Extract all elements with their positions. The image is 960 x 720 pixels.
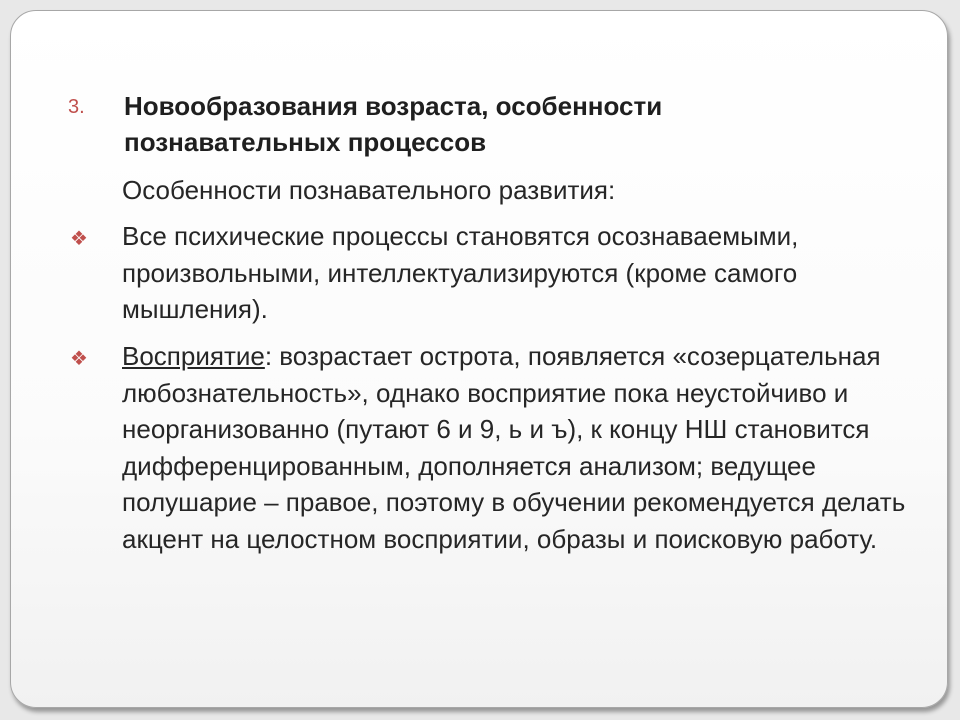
slide-heading: Новообразования возраста, особенности познавательных процессов: [124, 91, 663, 157]
bullet-item-1: Все психические процессы становятся осознаваемыми, произвольными, интеллектуализируются (кроме самого мышления).: [122, 221, 799, 324]
term-perception: Восприятие: [122, 341, 265, 371]
heading-number: 3.: [68, 96, 85, 118]
diamond-bullet-icon: ❖: [70, 228, 88, 250]
intro-text: Особенности познавательного развития:: [122, 175, 616, 205]
diamond-bullet-icon: ❖: [70, 348, 88, 370]
bullet-item-2: [122, 338, 912, 557]
bullet-item-2-text: : возрастает острота, появляется «созерцательная любознательность», однако восприятие пока неустойчиво и неорганизованно (путают 6 и 9, ь и ъ), к концу НШ становится дифференцированным, дополняется анализом; ведущее полушарие – правое, поэтому в обучении рекомендуется делать акцент на целостном восприятии, образы и поисковую работу.: [122, 341, 906, 554]
